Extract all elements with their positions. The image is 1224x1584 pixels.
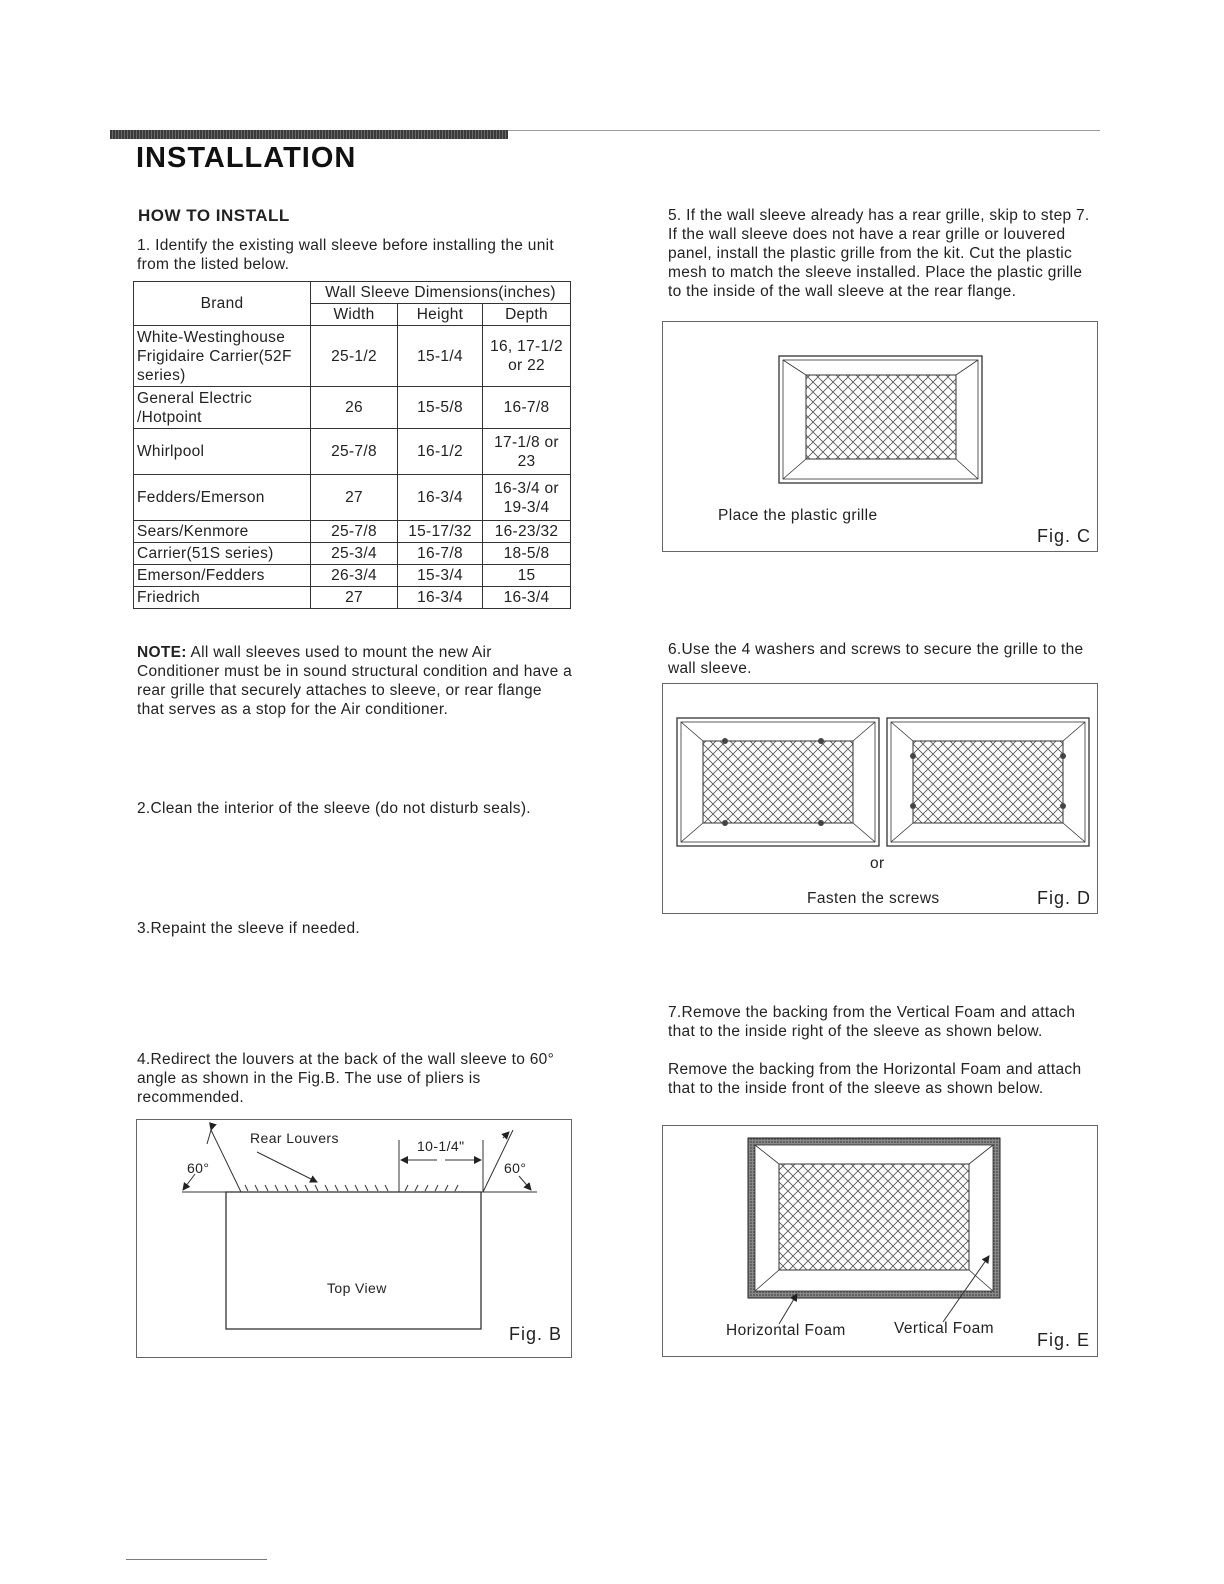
louver-pointer: [257, 1152, 317, 1182]
width-cell: 25-7/8: [311, 521, 398, 543]
dimension-label: 10-1/4": [417, 1138, 465, 1154]
brand-cell: Fedders/Emerson: [134, 475, 311, 521]
width-cell: 25-3/4: [311, 543, 398, 565]
table-row: [134, 475, 571, 521]
header-rule-dark: [110, 130, 508, 139]
figure-d-label: Fig. D: [1037, 888, 1092, 908]
brand-cell: Friedrich: [134, 587, 311, 609]
depth-cell: 16-7/8: [483, 387, 571, 429]
rear-louvers-label: Rear Louvers: [250, 1130, 339, 1146]
brand-cell: General Electric /Hotpoint: [134, 387, 311, 429]
figure-d-drawing: [663, 684, 1097, 913]
brand-cell: Carrier(51S series): [134, 543, 311, 565]
col-width-header: Width: [311, 304, 398, 326]
step-7-horizontal: Remove the backing from the Horizontal Foam and attach that to the inside front of the sleeve as shown below.: [668, 1061, 1082, 1097]
width-cell: 25-1/2: [311, 326, 398, 387]
step-1: 1. Identify the existing wall sleeve before installing the unit from the listed below.: [137, 237, 554, 273]
brand-cell: Whirlpool: [134, 429, 311, 475]
or-label: or: [870, 855, 885, 872]
angle-line-left: [211, 1130, 241, 1192]
width-cell: 25-7/8: [311, 429, 398, 475]
figure-b-drawing: [137, 1120, 571, 1357]
horizontal-foam-label: Horizontal Foam: [726, 1322, 846, 1339]
table-header-row: [134, 282, 571, 304]
angle-left-label: 60°: [187, 1160, 210, 1176]
height-cell: 15-1/4: [398, 326, 483, 387]
brand-cell: Emerson/Fedders: [134, 565, 311, 587]
width-cell: 26-3/4: [311, 565, 398, 587]
top-view-label: Top View: [327, 1280, 387, 1296]
height-cell: 16-1/2: [398, 429, 483, 475]
height-cell: 15-17/32: [398, 521, 483, 543]
height-cell: 16-7/8: [398, 543, 483, 565]
table-row: [134, 587, 571, 609]
depth-cell: 16-23/32: [483, 521, 571, 543]
height-cell: 15-3/4: [398, 565, 483, 587]
figure-b-label: Fig. B: [509, 1324, 563, 1344]
table-row: [134, 326, 571, 387]
sleeve-top-view: [226, 1192, 481, 1329]
header-rule-thin: [508, 130, 1100, 131]
figure-c: [662, 321, 1098, 552]
step-6: 6.Use the 4 washers and screws to secure the grille to the wall sleeve.: [668, 641, 1084, 677]
step-2: 2.Clean the interior of the sleeve (do not disturb seals).: [137, 800, 531, 817]
angle-arrow-left-top: [207, 1130, 211, 1144]
angle-arrow-right-top: [503, 1132, 509, 1138]
depth-cell: 16-3/4 or 19-3/4: [483, 475, 571, 521]
table-row: [134, 565, 571, 587]
note-paragraph: [137, 643, 573, 719]
depth-cell: 15: [483, 565, 571, 587]
step-4: 4.Redirect the louvers at the back of the wall sleeve to 60° angle as shown in the Fig.B. The use of pliers is recommended.: [137, 1051, 555, 1106]
width-cell: 26: [311, 387, 398, 429]
figure-d: [662, 683, 1098, 914]
vertical-foam-label: Vertical Foam: [894, 1320, 994, 1337]
angle-right-label: 60°: [504, 1160, 527, 1176]
height-cell: 16-3/4: [398, 475, 483, 521]
brand-header: Brand: [134, 282, 311, 326]
note-label: NOTE:: [137, 644, 187, 661]
depth-cell: 16, 17-1/2 or 22: [483, 326, 571, 387]
height-cell: 16-3/4: [398, 587, 483, 609]
brand-cell: White-Westinghouse Frigidaire Carrier(52F series): [134, 326, 311, 387]
dimensions-header: Wall Sleeve Dimensions(inches): [311, 282, 571, 304]
plastic-grille: [806, 375, 956, 459]
table-row: [134, 429, 571, 475]
note-text: All wall sleeves used to mount the new Air Conditioner must be in sound structural condition and have a rear grille that securely attaches to sleeve, or rear flange that serves as a stop for the Air conditioner.: [137, 644, 573, 718]
table-row: [134, 543, 571, 565]
brand-cell: Sears/Kenmore: [134, 521, 311, 543]
height-cell: 15-5/8: [398, 387, 483, 429]
table-row: [134, 387, 571, 429]
width-cell: 27: [311, 587, 398, 609]
figure-e: [662, 1125, 1098, 1357]
step-3: 3.Repaint the sleeve if needed.: [137, 920, 361, 937]
depth-cell: 16-3/4: [483, 587, 571, 609]
table-row: [134, 521, 571, 543]
louvers-right: [405, 1185, 458, 1191]
figure-e-label: Fig. E: [1037, 1330, 1091, 1350]
angle-arrow-right-bottom: [519, 1176, 531, 1190]
figure-d-caption: Fasten the screws: [807, 890, 940, 907]
step-5: 5. If the wall sleeve already has a rear grille, skip to step 7. If the wall sleeve does not have a rear grille or louvered panel, install the plastic grille from the kit. Cut the plastic mesh to match the sleeve installed. Place the plastic grille to the inside of the wall sleeve at the rear flange.: [668, 207, 1090, 300]
grille-right: [913, 741, 1063, 823]
angle-arrow-left-bottom: [183, 1174, 195, 1190]
louvers-left: [245, 1185, 388, 1191]
width-cell: 27: [311, 475, 398, 521]
wall-sleeve-table: [133, 281, 571, 609]
col-depth-header: Depth: [483, 304, 571, 326]
step-7-vertical: 7.Remove the backing from the Vertical Foam and attach that to the inside right of the sleeve as shown below.: [668, 1004, 1076, 1040]
grille-left: [703, 741, 853, 823]
figure-b: [136, 1119, 572, 1358]
depth-cell: 17-1/8 or 23: [483, 429, 571, 475]
col-height-header: Height: [398, 304, 483, 326]
figure-c-label: Fig. C: [1037, 526, 1092, 546]
figure-c-caption: Place the plastic grille: [718, 507, 878, 524]
depth-cell: 18-5/8: [483, 543, 571, 565]
foam-grille: [779, 1164, 969, 1270]
page-title: INSTALLATION: [136, 142, 357, 174]
section-heading: HOW TO INSTALL: [138, 206, 290, 225]
footer-link-line: [126, 1559, 267, 1560]
